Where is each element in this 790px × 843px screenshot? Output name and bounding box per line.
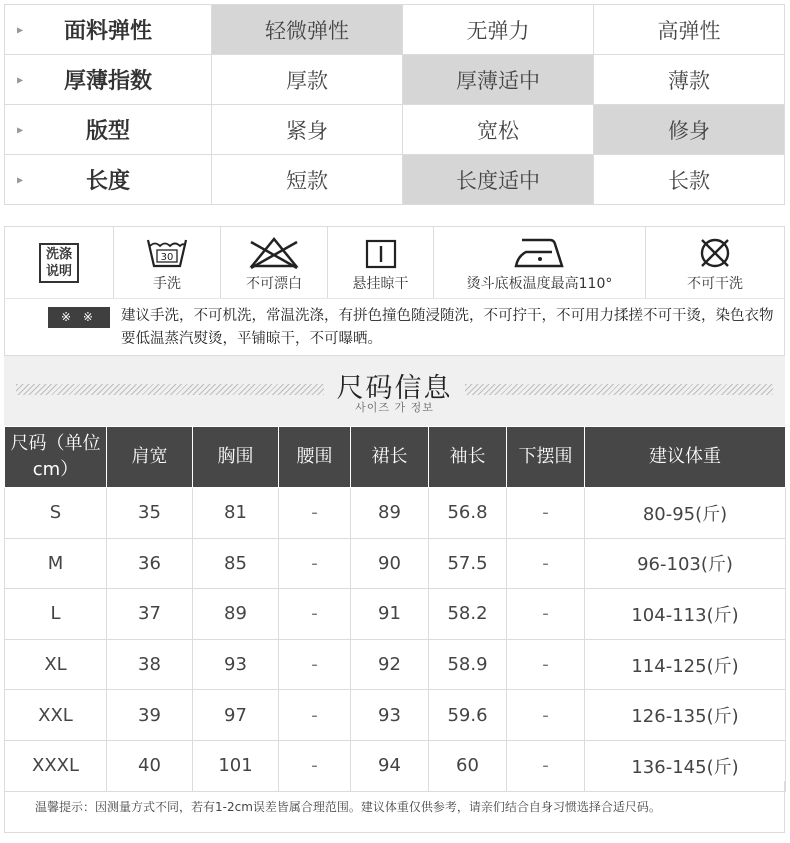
table-cell: S xyxy=(5,488,107,539)
column-header-size: 尺码（单位cm） xyxy=(5,427,107,488)
washing-note-text: 建议手洗，不可机洗，常温洗涤，有拼色撞色随浸随洗，不可拧干，不可用力揉搓不可干烫，染色衣物要低温蒸汽熨烫，平铺晾干，不可曝晒。 xyxy=(121,308,774,347)
attribute-label-cell xyxy=(5,5,212,55)
washing-icons-row xyxy=(5,227,784,299)
table-cell: - xyxy=(279,690,351,741)
attribute-label-cell xyxy=(5,55,212,105)
wash-item-hang-dry xyxy=(328,227,434,298)
washing-instructions xyxy=(4,226,785,356)
attribute-option: 无弹力 xyxy=(403,5,594,55)
size-table-body xyxy=(5,488,786,792)
wash-item-iron xyxy=(434,227,646,298)
table-cell: 91 xyxy=(351,589,429,640)
column-header-sleeve-length: 袖长 xyxy=(429,427,507,488)
table-cell: 136-145(斤) xyxy=(585,740,786,791)
table-cell: - xyxy=(507,639,585,690)
table-cell: M xyxy=(5,538,107,589)
triangle-bullet-icon: ▶ xyxy=(17,75,24,84)
table-cell: 37 xyxy=(107,589,193,640)
table-cell: 104-113(斤) xyxy=(585,589,786,640)
table-cell: 56.8 xyxy=(429,488,507,539)
note-mark-badge: ※ ※ xyxy=(48,307,110,328)
attribute-option: 轻微弹性 xyxy=(212,5,403,55)
size-table-header-row xyxy=(5,427,786,488)
attribute-option: 厚薄适中 xyxy=(403,55,594,105)
table-row xyxy=(5,589,786,640)
size-footer-note: 温馨提示：因测量方式不同，若有1-2cm误差皆属合理范围。建议体重仅供参考，请亲们结合自身习惯选择合适尺码。 xyxy=(4,781,785,833)
column-header-chest: 胸围 xyxy=(193,427,279,488)
hang-dry-icon xyxy=(364,238,398,270)
attribute-row xyxy=(5,155,785,205)
wash-item-no-dry-clean xyxy=(646,227,784,298)
wash-label: 悬挂晾干 xyxy=(352,276,409,292)
table-cell: - xyxy=(279,589,351,640)
attribute-option: 厚款 xyxy=(212,55,403,105)
iron-icon xyxy=(512,236,568,270)
table-cell: - xyxy=(507,740,585,791)
table-cell: 85 xyxy=(193,538,279,589)
attribute-option: 宽松 xyxy=(403,105,594,155)
table-cell: 36 xyxy=(107,538,193,589)
table-cell: XXL xyxy=(5,690,107,741)
column-header-skirt-length: 裙长 xyxy=(351,427,429,488)
table-cell: - xyxy=(507,690,585,741)
table-cell: 93 xyxy=(351,690,429,741)
table-cell: - xyxy=(507,488,585,539)
table-cell: 90 xyxy=(351,538,429,589)
table-cell: - xyxy=(507,589,585,640)
table-cell: 97 xyxy=(193,690,279,741)
table-cell: 80-95(斤) xyxy=(585,488,786,539)
attribute-label: 长度 xyxy=(85,169,130,194)
washing-title-cell xyxy=(5,227,114,298)
attribute-label-cell xyxy=(5,105,212,155)
attribute-row xyxy=(5,5,785,55)
table-cell: 126-135(斤) xyxy=(585,690,786,741)
table-cell: 101 xyxy=(193,740,279,791)
attribute-row xyxy=(5,105,785,155)
table-row xyxy=(5,639,786,690)
table-row xyxy=(5,690,786,741)
attribute-label: 厚薄指数 xyxy=(63,69,152,94)
table-cell: - xyxy=(279,639,351,690)
table-row xyxy=(5,488,786,539)
table-cell: 92 xyxy=(351,639,429,690)
table-cell: 38 xyxy=(107,639,193,690)
wash-item-no-bleach xyxy=(221,227,328,298)
attribute-option: 紧身 xyxy=(212,105,403,155)
size-table xyxy=(4,426,786,792)
size-info-header xyxy=(4,356,785,426)
size-table-head xyxy=(5,427,786,488)
wash-item-hand-wash xyxy=(114,227,221,298)
wash-label: 不可干洗 xyxy=(687,276,743,292)
table-cell: 114-125(斤) xyxy=(585,639,786,690)
table-cell: 40 xyxy=(107,740,193,791)
triangle-bullet-icon: ▶ xyxy=(17,25,24,34)
table-cell: 89 xyxy=(193,589,279,640)
attribute-option: 修身 xyxy=(594,105,785,155)
column-header-shoulder: 肩宽 xyxy=(107,427,193,488)
column-header-waist: 腰围 xyxy=(279,427,351,488)
table-cell: L xyxy=(5,589,107,640)
attribute-label: 面料弹性 xyxy=(63,19,152,44)
table-cell: 58.9 xyxy=(429,639,507,690)
table-cell: XXXL xyxy=(5,740,107,791)
size-info-title: 尺码信息 xyxy=(336,373,453,404)
column-header-hem: 下摆围 xyxy=(507,427,585,488)
table-cell: 60 xyxy=(429,740,507,791)
table-cell: - xyxy=(279,488,351,539)
triangle-bullet-icon: ▶ xyxy=(17,175,24,184)
hand-wash-temp: 30 xyxy=(160,252,174,263)
attribute-label-cell xyxy=(5,155,212,205)
attribute-option: 高弹性 xyxy=(594,5,785,55)
column-header-weight: 建议体重 xyxy=(585,427,786,488)
washing-title: 洗涤说明 xyxy=(39,243,79,283)
table-cell: - xyxy=(507,538,585,589)
table-cell: - xyxy=(279,538,351,589)
triangle-bullet-icon: ▶ xyxy=(17,125,24,134)
table-cell: 39 xyxy=(107,690,193,741)
wash-label: 烫斗底板温度最高110° xyxy=(466,276,613,292)
table-cell: 59.6 xyxy=(429,690,507,741)
attribute-option: 长度适中 xyxy=(403,155,594,205)
attribute-row xyxy=(5,55,785,105)
table-row xyxy=(5,538,786,589)
table-cell: 96-103(斤) xyxy=(585,538,786,589)
table-cell: 57.5 xyxy=(429,538,507,589)
attribute-option: 长款 xyxy=(594,155,785,205)
attribute-label: 版型 xyxy=(85,119,130,144)
table-cell: 81 xyxy=(193,488,279,539)
table-cell: 93 xyxy=(193,639,279,690)
washing-note xyxy=(5,301,784,355)
attribute-table xyxy=(4,4,785,205)
attribute-option: 短款 xyxy=(212,155,403,205)
wash-label: 手洗 xyxy=(153,276,181,292)
size-info-subtitle: 사이즈 가 정보 xyxy=(355,401,434,414)
hand-wash-icon xyxy=(146,236,188,270)
no-dry-clean-icon xyxy=(698,236,732,270)
attribute-option: 薄款 xyxy=(594,55,785,105)
table-cell: - xyxy=(279,740,351,791)
table-cell: XL xyxy=(5,639,107,690)
wash-label: 不可漂白 xyxy=(246,276,302,292)
table-cell: 94 xyxy=(351,740,429,791)
attribute-table-body xyxy=(5,5,785,205)
table-cell: 89 xyxy=(351,488,429,539)
table-cell: 58.2 xyxy=(429,589,507,640)
table-cell: 35 xyxy=(107,488,193,539)
no-bleach-icon xyxy=(247,236,301,270)
